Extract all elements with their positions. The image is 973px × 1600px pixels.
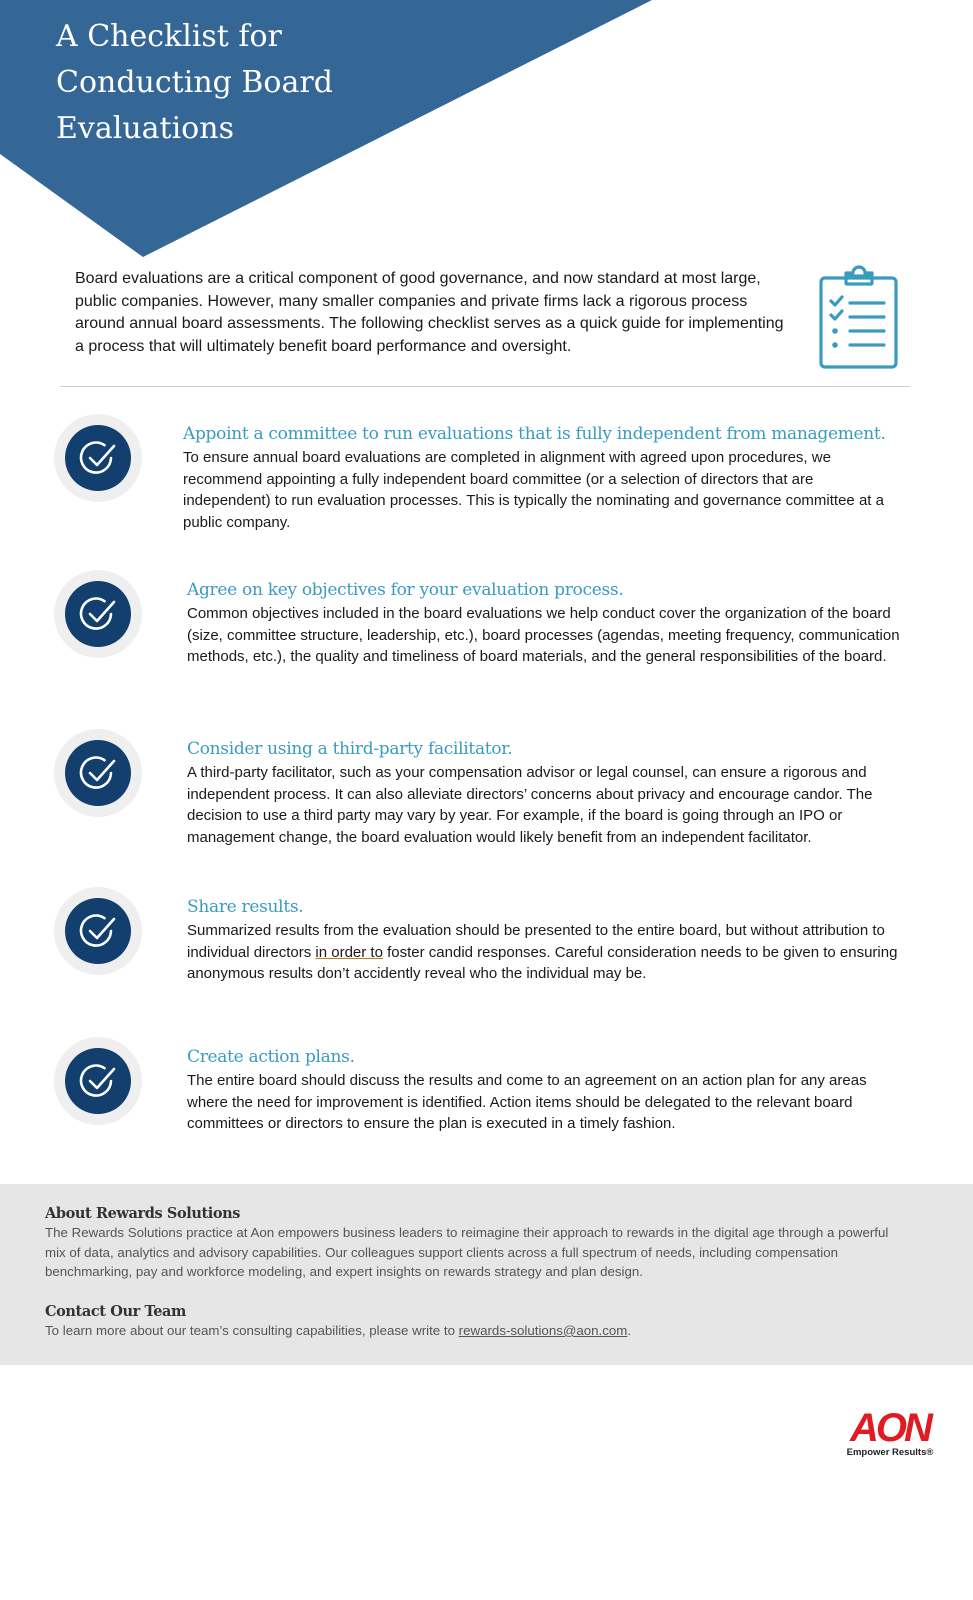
email-link[interactable]: rewards-solutions@aon.com [458, 1323, 628, 1338]
svg-text:AON: AON [850, 1406, 930, 1445]
checkmark-circle-icon [65, 740, 131, 806]
checklist-item-body: A third-party facilitator, such as your compensation advisor or legal counsel, can ensure a rigorous and independent process. It can also alleviate directors’ concerns about privacy and encourage candor. The decision to use a third party may vary by year. For example, if the board is going through an IPO or management change, the board evaluation would likely benefit from an independent facilitator. [187, 764, 873, 847]
title-line: Evaluations [56, 111, 234, 146]
checkmark-badge [54, 414, 142, 502]
contact-text [45, 1321, 905, 1341]
checklist-item-body: Common objectives included in the board evaluations we help conduct cover the organization of the board (size, committee structure, leadership, etc.), board processes (agendas, meeting frequency, communication methods, etc.), the quality and timeliness of board materials, and the general responsibilities of the board. [187, 605, 900, 666]
checklist-item-title: Agree on key objectives for your evaluation process. [187, 580, 624, 600]
checklist-item-body: To ensure annual board evaluations are completed in alignment with agreed upon procedures, we recommend appointing a fully independent board committee (or a selection of directors that are independent) to run evaluation processes. This is typically the nominating and governance committee at a public company. [183, 449, 884, 532]
checkmark-badge [54, 1037, 142, 1125]
aon-logo [840, 1405, 940, 1465]
checklist-item-title: Share results. [187, 897, 304, 917]
title-line: Conducting Board [56, 65, 333, 100]
title-line: A Checklist for [56, 19, 282, 54]
contact-heading: Contact Our Team [45, 1303, 186, 1320]
section-divider [60, 386, 910, 387]
checkmark-circle-icon [65, 425, 131, 491]
underlined-phrase: in order to [315, 943, 383, 961]
contact-end: . [627, 1323, 632, 1338]
checkmark-circle-icon [65, 581, 131, 647]
about-text: The Rewards Solutions practice at Aon empowers business leaders to reimagine their approach to rewards in the digital age through a powerful mix of data, analytics and advisory capabilities. Our colleagues support clients across a full spectrum of needs, including compensation benchmarking, pay and workforce modeling, and expert insights on rewards strategy and plan design. [45, 1225, 889, 1280]
checklist-item-body: The entire board should discuss the results and come to an agreement on an action plan for any areas where the need for improvement is identified. Action items should be delegated to the relevant board committees or directors to ensure the plan is executed in a timely fashion. [187, 1072, 867, 1133]
logo-tagline: Empower Results® [846, 1447, 934, 1458]
checklist-item-title: Create action plans. [187, 1047, 355, 1067]
checkmark-badge [54, 887, 142, 975]
body-text: foster candid responses. Careful consideration needs to be given to ensuring anonymous results don’t accidently reveal who the individual may be. [187, 943, 898, 983]
checklist-item-title: Consider using a third-party facilitator. [187, 739, 513, 759]
aon-wordmark [840, 1405, 940, 1445]
checkmark-circle-icon [65, 898, 131, 964]
page-title [56, 14, 333, 152]
about-heading: About Rewards Solutions [45, 1205, 241, 1222]
contact-lead: To learn more about our team’s consulting capabilities, please write to [45, 1323, 459, 1338]
checkmark-badge [54, 729, 142, 817]
checkmark-badge [54, 570, 142, 658]
body-text: Summarized results from the evaluation should be presented to the entire board, but without attribution to individual directors [187, 922, 885, 961]
intro-paragraph: Board evaluations are a critical component of good governance, and now standard at most large, public companies. However, many smaller companies and private firms lack a rigorous process around annual board assessments. The following checklist serves as a quick guide for implementing a process that will ultimately benefit board performance and oversight. [75, 270, 784, 355]
checklist-item-title: Appoint a committee to run evaluations that is fully independent from management. [183, 424, 886, 444]
about-section [0, 1184, 973, 1365]
checkmark-circle-icon [65, 1048, 131, 1114]
checklist-item-body [187, 920, 907, 985]
clipboard-checklist-icon [818, 263, 900, 371]
